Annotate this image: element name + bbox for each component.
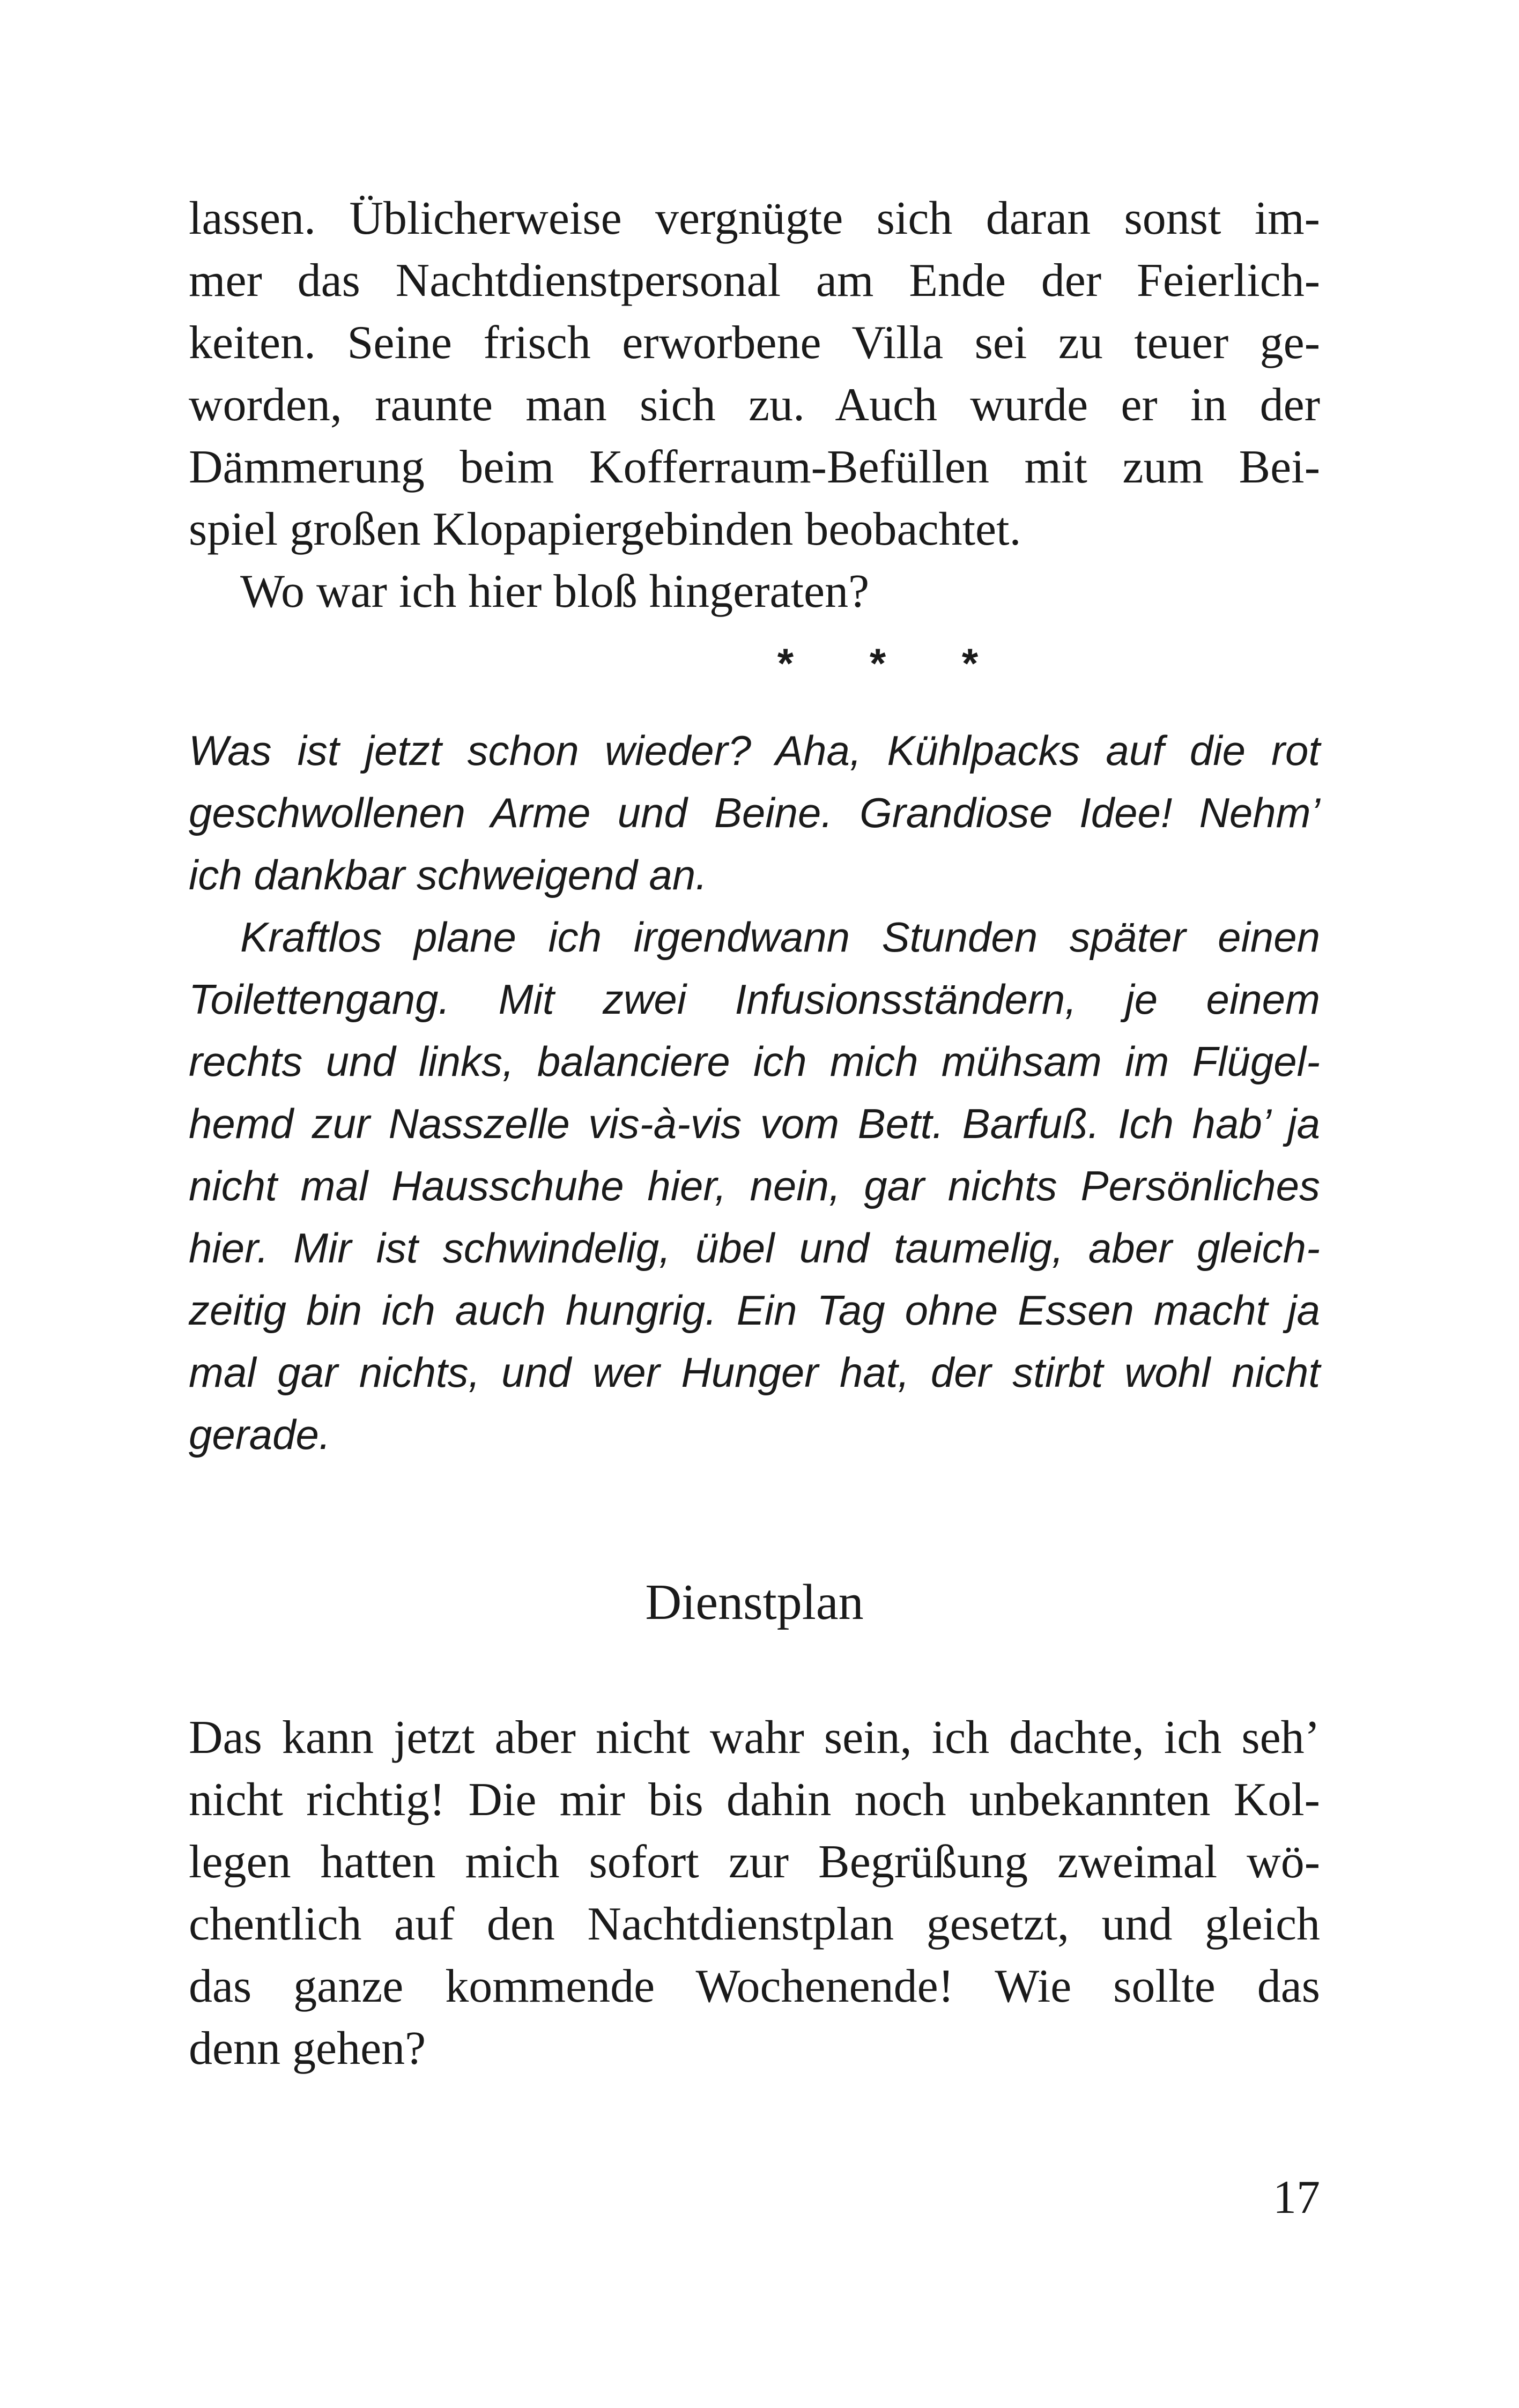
text-line: hier. Mir ist schwindelig, übel und taumelig, aber gleich- bbox=[189, 1224, 1320, 1272]
page-number: 17 bbox=[1273, 2172, 1320, 2224]
text-line: mer das Nachtdienstpersonal am Ende der Feierlich- bbox=[189, 255, 1320, 307]
text-line: mal gar nichts, und wer Hunger hat, der stirbt wohl nicht bbox=[189, 1349, 1320, 1396]
text-line: nicht richtig! Die mir bis dahin noch unbekannten Kol- bbox=[189, 1774, 1320, 1826]
text-line: gerade. bbox=[189, 1411, 331, 1458]
italic-paragraph bbox=[189, 719, 1320, 906]
text-line: lassen. Üblicherweise vergnügte sich daran sonst im- bbox=[189, 192, 1320, 244]
text-line: hemd zur Nasszelle vis-à-vis vom Bett. Barfuß. Ich hab’ ja bbox=[189, 1100, 1320, 1147]
section-separator: * * * bbox=[777, 640, 1011, 687]
text-line: Kraftlos plane ich irgendwann Stunden später einen bbox=[240, 913, 1320, 961]
italic-paragraph bbox=[189, 906, 1320, 1466]
body-paragraph bbox=[189, 561, 1320, 623]
text-line: Wo war ich hier bloß hingeraten? bbox=[240, 566, 870, 618]
text-line: legen hatten mich sofort zur Begrüßung zweimal wö- bbox=[189, 1836, 1320, 1888]
text-line: das ganze kommende Wochenende! Wie sollte das bbox=[189, 1960, 1320, 2012]
book-page bbox=[189, 188, 1320, 2080]
text-line: Das kann jetzt aber nicht wahr sein, ich dachte, ich seh’ bbox=[189, 1712, 1320, 1764]
body-paragraph bbox=[189, 188, 1320, 561]
text-line: Was ist jetzt schon wieder? Aha, Kühlpacks auf die rot bbox=[189, 727, 1320, 774]
text-line: keiten. Seine frisch erworbene Villa sei zu teuer ge- bbox=[189, 317, 1320, 369]
text-line: chentlich auf den Nachtdienstplan gesetzt, und gleich bbox=[189, 1898, 1320, 1950]
body-paragraph bbox=[189, 1707, 1320, 2080]
text-line: ich dankbar schweigend an. bbox=[189, 851, 707, 898]
text-line: nicht mal Hausschuhe hier, nein, gar nichts Persönliches bbox=[189, 1162, 1320, 1209]
text-line: rechts und links, balanciere ich mich mühsam im Flügel- bbox=[189, 1038, 1320, 1085]
text-line: worden, raunte man sich zu. Auch wurde er in der bbox=[189, 379, 1320, 431]
text-line: zeitig bin ich auch hungrig. Ein Tag ohne Essen macht ja bbox=[189, 1287, 1320, 1334]
text-line: geschwollenen Arme und Beine. Grandiose Idee! Nehm’ bbox=[189, 789, 1320, 836]
text-line: Toilettengang. Mit zwei Infusionsständern, je einem bbox=[189, 976, 1320, 1023]
text-line: denn gehen? bbox=[189, 2023, 426, 2075]
text-line: spiel großen Klopapiergebinden beobachtet. bbox=[189, 503, 1021, 555]
chapter-title: Dienstplan bbox=[645, 1574, 864, 1630]
text-line: Dämmerung beim Kofferraum-Befüllen mit zum Bei- bbox=[189, 441, 1320, 493]
